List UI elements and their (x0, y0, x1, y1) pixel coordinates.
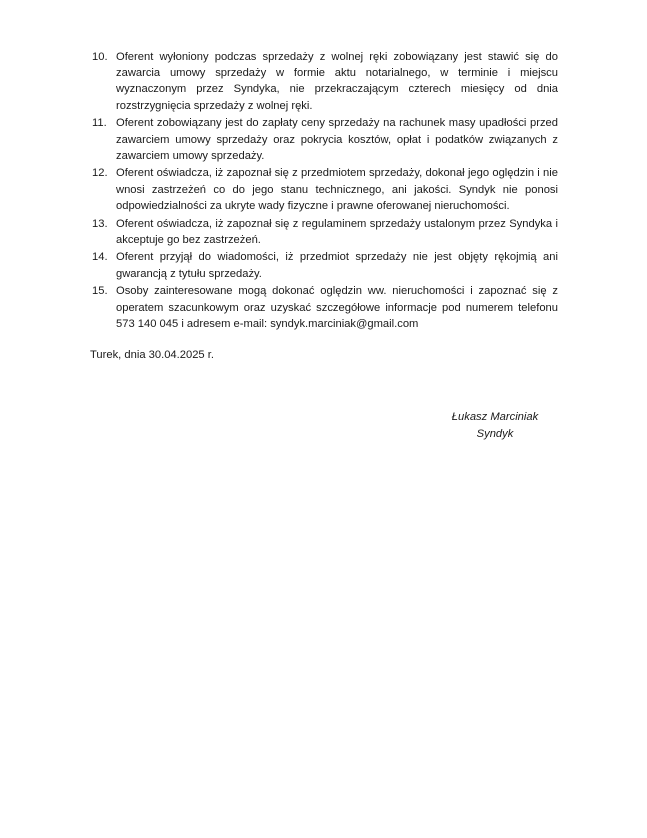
item-number: 14. (92, 251, 108, 264)
list-item (90, 216, 558, 248)
item-number: 15. (92, 285, 108, 298)
signature-name: Łukasz Marciniak (451, 411, 539, 423)
item-number: 13. (92, 217, 108, 230)
place-date: Turek, dnia 30.04.2025 r. (90, 349, 214, 361)
list-item (90, 165, 558, 214)
list-item (90, 115, 558, 164)
terms-list (90, 49, 558, 333)
item-text: Oferent przyjął do wiadomości, iż przedmiot sprzedaży nie jest objęty rękojmią ani gwarancją z tytułu sprzedaży. (116, 251, 558, 280)
item-text: Oferent wyłoniony podczas sprzedaży z wolnej ręki zobowiązany jest stawić się do zawarcia umowy sprzedaży w formie aktu notarialnego, w terminie i miejscu wyznaczonym przez Syndyka, nie przekraczającym czterech miesięcy od dnia rozstrzygnięcia sprzedaży z wolnej ręki. (116, 51, 558, 112)
item-text: Oferent oświadcza, iż zapoznał się z regulaminem sprzedaży ustalonym przez Syndyka i akceptuje go bez zastrzeżeń. (116, 217, 558, 246)
item-text: Oferent oświadcza, iż zapoznał się z przedmiotem sprzedaży, dokonał jego oględzin i nie wnosi zastrzeżeń co do jego stanu technicznego, ani jakości. Syndyk nie ponosi odpowiedzialności za ukryte wady fizyczne i prawne oferowanej nieruchomości. (116, 167, 558, 212)
item-text: Oferent zobowiązany jest do zapłaty ceny sprzedaży na rachunek masy upadłości przed zawarciem umowy sprzedaży oraz pokrycia kosztów, opłat i podatków związanych z zawarciem umowy sprzedaży. (116, 117, 558, 162)
item-number: 10. (92, 51, 108, 63)
list-item (90, 249, 558, 281)
list-item (90, 49, 558, 114)
item-number: 11. (92, 117, 107, 130)
item-number: 12. (92, 167, 108, 180)
signature-block (430, 409, 560, 442)
signature-role: Syndyk (476, 427, 514, 440)
item-text: Osoby zainteresowane mogą dokonać oględzin ww. nieruchomości i zapoznać się z operatem szacunkowym oraz uzyskać szczegółowe informacje pod numerem telefonu 573 140 045 i adresem e-mail: syndyk.marciniak@gmail.com (116, 285, 558, 330)
list-item (90, 283, 558, 332)
